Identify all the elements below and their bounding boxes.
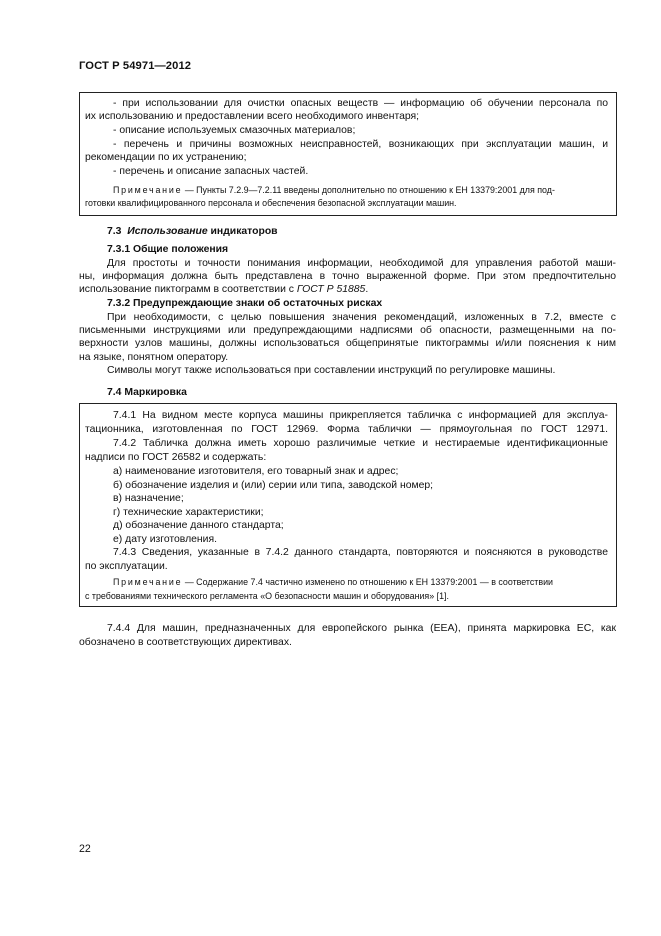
paragraph-line: Для простоты и точности понимания информации, необходимой для управления работой маши- — [107, 258, 616, 269]
paragraph-text: . — [365, 284, 369, 295]
standard-reference: ГОСТ Р 51885 — [296, 284, 366, 295]
list-item: в) назначение; — [113, 493, 184, 504]
list-item: б) обозначение изделия и (или) серии или типа, заводской номер; — [113, 480, 434, 491]
note-label: Примечание — [113, 185, 183, 195]
paragraph-line: 7.4.4 Для машин, предназначенных для европейского рынка (ЕЕА), принята маркировка ЕС, как — [107, 623, 616, 634]
note-line: с требованиями технического регламента «О безопасности машин и оборудования» [1]. — [85, 591, 449, 601]
subsection-heading-7-3-2: 7.3.2 Предупреждающие знаки об остаточных рисках — [107, 298, 383, 309]
paragraph-line: ны, информация должна быть представлена в точно выраженной форме. При этом предпочтительно — [79, 271, 616, 282]
note-line — [113, 184, 555, 197]
paragraph-line — [79, 283, 368, 296]
list-item: - перечень и причины возможных неисправностей, возникающих при эксплуатации машин, и — [113, 139, 608, 150]
section-number: 7.3 — [107, 226, 122, 237]
subsection-heading-7-3-1: 7.3.1 Общие положения — [107, 244, 229, 255]
note-line — [113, 576, 553, 589]
paragraph-line: письменными инструкциями или предупреждающими надписями об опасности, размещенными на по- — [79, 325, 616, 336]
paragraph-line: тационника, изготовленная по ГОСТ 12969. Форма таблички — прямоугольная по ГОСТ 12971. — [85, 424, 608, 435]
paragraph-line: надписи по ГОСТ 26582 и содержать: — [85, 452, 267, 463]
paragraph-text: использование пиктограмм в соответствии с — [79, 284, 297, 295]
list-item: д) обозначение данного стандарта; — [113, 520, 284, 531]
list-item: а) наименование изготовителя, его товарный знак и адрес; — [113, 466, 399, 477]
section-heading-7-4: 7.4 Маркировка — [107, 387, 187, 398]
paragraph-line: Символы могут также использоваться при составлении инструкций по регулировке машины. — [107, 365, 556, 376]
paragraph-line: их использованию и предоставлении всего необходимого инвентаря; — [85, 111, 420, 122]
paragraph-line: 7.4.3 Сведения, указанные в 7.4.2 данного стандарта, повторяются и поясняются в руководстве — [113, 547, 608, 558]
paragraph-line: 7.4.2 Табличка должна иметь хорошо различимые четкие и нестираемые идентификационные — [113, 438, 608, 449]
note-label: Примечание — [113, 577, 183, 587]
note-text: — Пункты 7.2.9—7.2.11 введены дополнительно по отношению к ЕН 13379:2001 для под- — [182, 185, 555, 195]
paragraph-line: верхности узлов машины, должны использоваться общепринятые пиктограммы и/или пояснения к ним — [79, 338, 616, 349]
paragraph-line: - при использовании для очистки опасных веществ — информацию об обучении персонала по — [113, 98, 608, 109]
section-title: индикаторов — [207, 226, 278, 237]
list-item: е) дату изготовления. — [113, 534, 217, 545]
list-item: - перечень и описание запасных частей. — [113, 166, 309, 177]
paragraph-line: При необходимости, с целью повышения значения рекомендаций, изложенных в 7.2, вместе с — [107, 312, 616, 323]
note-line: готовки квалифицированного персонала и обеспечения безопасной эксплуатации машин. — [85, 198, 457, 208]
list-item: - описание используемых смазочных материалов; — [113, 125, 356, 136]
paragraph-line: рекомендации по их устранению; — [85, 152, 247, 163]
paragraph-line: обозначено в соответствующих директивах. — [79, 637, 292, 648]
note-text: — Содержание 7.4 частично изменено по отношению к ЕН 13379:2001 — в соответствии — [182, 577, 554, 587]
paragraph-line: на языке, понятном оператору. — [79, 352, 229, 363]
document-code-header: ГОСТ Р 54971—2012 — [79, 60, 192, 72]
section-heading-7-3 — [107, 225, 278, 238]
list-item: г) технические характеристики; — [113, 507, 264, 518]
page-number: 22 — [79, 843, 91, 855]
paragraph-line: 7.4.1 На видном месте корпуса машины прикрепляется табличка с информацией для эксплуа- — [113, 410, 608, 421]
section-title-italic: Использование — [127, 226, 208, 237]
paragraph-line: по эксплуатации. — [85, 561, 168, 572]
